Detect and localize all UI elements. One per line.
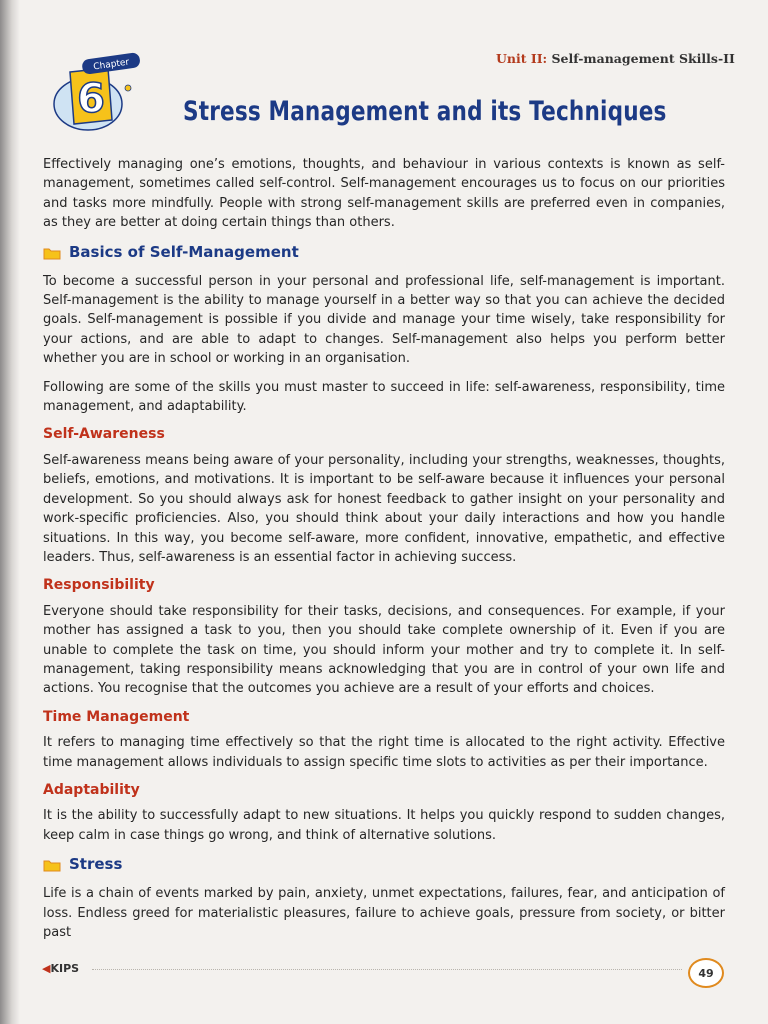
section-heading-basics — [43, 242, 725, 264]
basics-paragraph-2: Following are some of the skills you must master to succeed in life: self-awareness, responsibility, time management, and adaptability. — [43, 379, 725, 415]
page-title: Stress Management and its Techniques — [183, 96, 667, 127]
stress-paragraph: Life is a chain of events marked by pain, anxiety, unmet expectations, failures, fear, and anticipation of loss. Endless greed for materialistic pleasures, failure to achieve goals, pressure from society, or bitter past — [43, 886, 725, 940]
chapter-badge-dot — [125, 85, 131, 91]
responsibility-paragraph: Everyone should take responsibility for their tasks, decisions, and consequences. For example, if your mother has assigned a task to you, then you should take complete ownership of it. Even if you are unable to complete the task on time, you should inform your mother and try to complete it. In self-management, taking responsibility means acknowledging that you are in control of your own life and actions. You recognise that the outcomes you achieve are a result of your efforts and choices. — [43, 603, 725, 697]
page-footer — [40, 958, 730, 988]
page-binding-shadow — [0, 0, 20, 1024]
chapter-number: 6 — [77, 76, 105, 122]
page-number: 49 — [688, 958, 724, 988]
intro-paragraph: Effectively managing one’s emotions, thoughts, and behaviour in various contexts is known as self-management, sometimes called self-control. Self-management encourages us to focus on our priorities and tasks more mindfully. People with strong self-management skills are preferred even in companies, as they are better at doing certain things than others. — [43, 157, 725, 231]
section-heading-stress — [43, 854, 725, 876]
section-heading-basics-label: Basics of Self-Management — [69, 242, 299, 261]
publisher-logo — [42, 962, 79, 975]
page-content — [43, 155, 725, 951]
section-heading-stress-label: Stress — [69, 855, 123, 874]
time-management-paragraph: It refers to managing time effectively so that the right time is allocated to the right activity. Effective time management allows individuals to assign specific time slots to activities as per their importance. — [43, 735, 725, 770]
self-awareness-paragraph: Self-awareness means being aware of your personality, including your strengths, weaknesses, thoughts, beliefs, emotions, and motivations. It is important to be self-aware because it influences your personal development. So you should always ask for honest feedback to gather insight on your personality and work-specific proficiencies. Also, you should think about your daily interactions and how you handle situations. In this way, you become self-aware, more confident, innovative, empathetic, and effective leaders. Thus, self-awareness is an essential factor in achieving success. — [43, 452, 725, 565]
unit-header — [496, 51, 735, 66]
unit-prefix: Unit II: — [496, 51, 548, 66]
footer-divider — [92, 969, 682, 970]
unit-title: Self-management Skills-II — [551, 51, 735, 66]
folder-icon — [43, 858, 61, 872]
chapter-badge — [36, 46, 156, 136]
subheading-self-awareness: Self-Awareness — [43, 426, 165, 443]
subheading-adaptability: Adaptability — [43, 781, 140, 798]
chevron-left-icon: ◀ — [42, 962, 51, 975]
folder-icon — [43, 246, 61, 260]
subheading-time-management: Time Management — [43, 708, 190, 725]
subheading-responsibility: Responsibility — [43, 577, 155, 594]
chapter-label: Chapter — [92, 57, 130, 73]
adaptability-paragraph: It is the ability to successfully adapt to new situations. It helps you quickly respond to sudden changes, keep calm in case things go wrong, and think of alternative solutions. — [43, 808, 725, 843]
publisher-logo-text: KIPS — [50, 962, 80, 975]
basics-paragraph-1: To become a successful person in your personal and professional life, self-management is important. Self-management is the ability to manage yourself in a better way so that you can achieve the decided goals. Self-management is possible if you divide and manage your time wisely, take responsibility for your actions, and are able to adapt to changes. Self-management also helps you perform better whether you are in school or working in an organisation. — [43, 273, 725, 367]
